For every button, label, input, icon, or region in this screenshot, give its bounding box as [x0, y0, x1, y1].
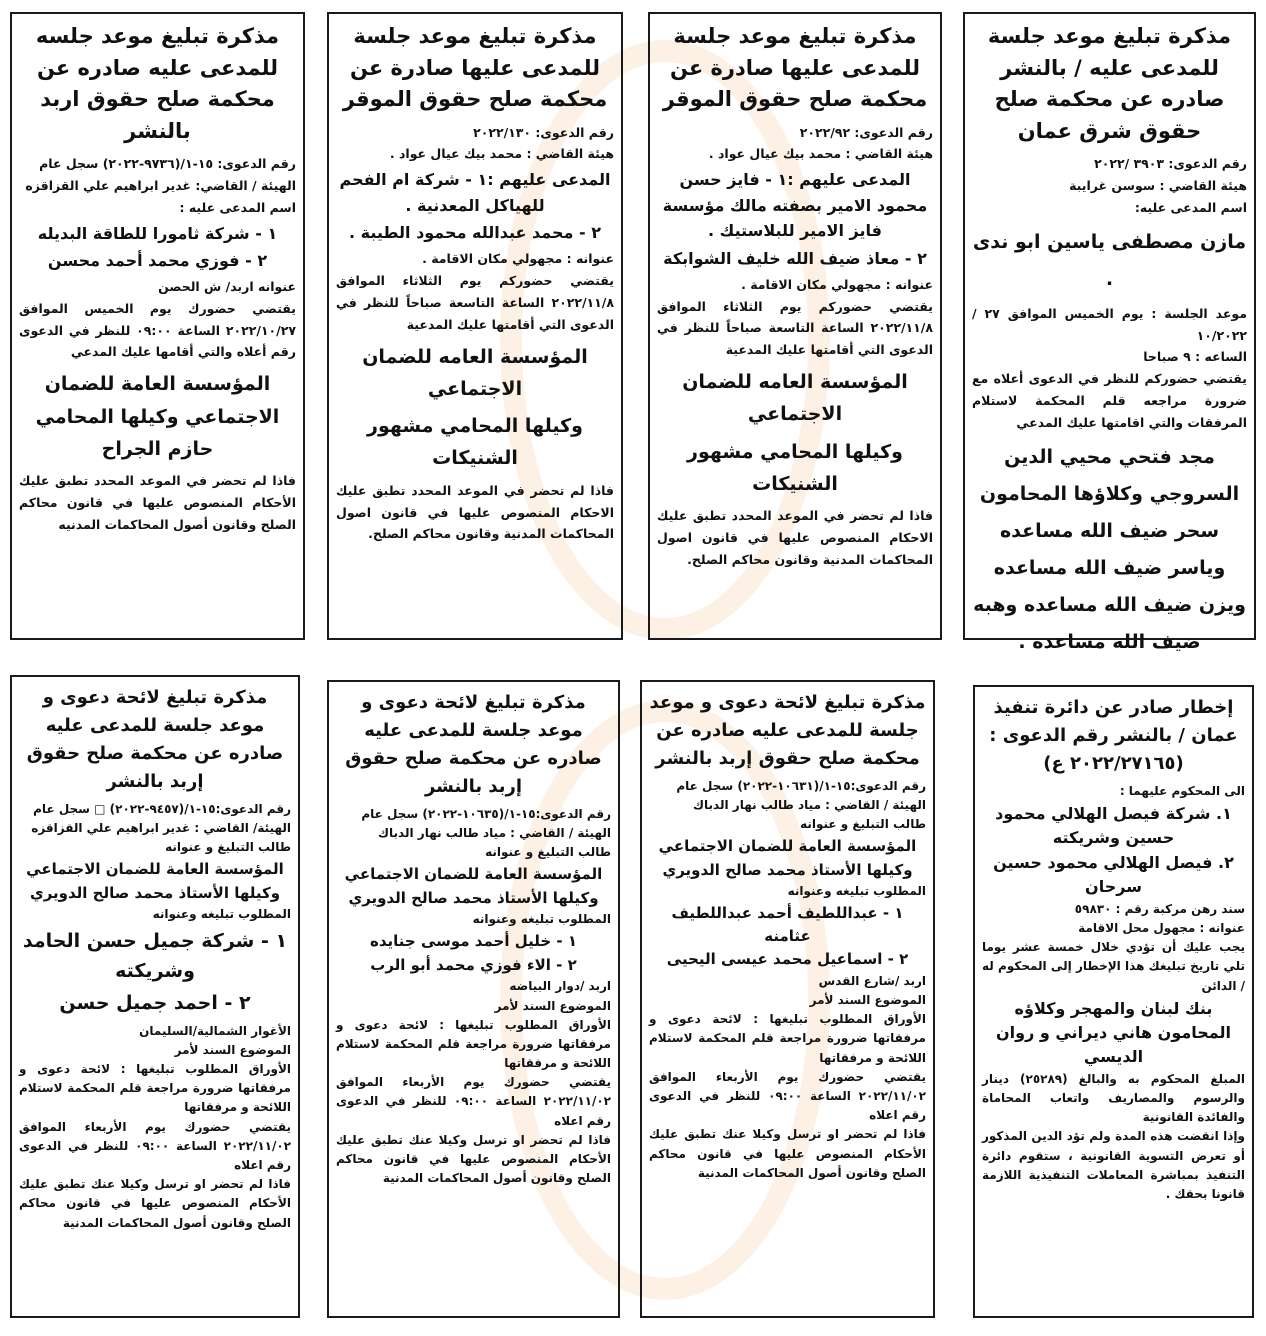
- creditor-and-lawyers: بنك لبنان والمهجر وكلاؤه المحامون هاني ديراني و روان الديسي: [995, 998, 1232, 1066]
- defendant-1: ١ - عبداللطيف أحمد عبداللطيف عثامنه: [671, 904, 904, 945]
- notice-body: يجب عليك أن تؤدي خلال خمسة عشر يوما تلي تاريخ تبليغك هذا الإخطار إلى المحكوم له / الدائن: [982, 940, 1245, 993]
- defendant-2: ٢ - محمد عبدالله محمود الطيبة .: [349, 223, 601, 243]
- plaintiff: المؤسسة العامه للضمان الاجتماعي: [362, 345, 588, 400]
- case-number: رقم الدعوى:١٥-١/(٩٤٥٧-٢٠٢٢) □ سجل عام: [33, 801, 291, 816]
- notice-closing: فاذا لم تحضر او ترسل وكيلا عنك تطبق عليك الأحكام المنصوص عليها في قانون محاكم الصلح وقانون أصول المحاكمات المدنية: [649, 1127, 926, 1180]
- notice-claim-irbid-9457: [10, 675, 300, 1318]
- notice-court-session-irbid-9736: [10, 12, 305, 640]
- defendant-2: ٢ - احمد جميل حسن: [59, 992, 251, 1015]
- case-number: رقم الدعوى: ٣٩٠٣ /٢٠٢٢: [1094, 156, 1247, 171]
- case-number: رقم الدعوى: ٢٠٢٢/٩٢: [799, 124, 933, 140]
- defendants-label: المطلوب تبليغه وعنوانه: [787, 884, 926, 899]
- debtor-2: ٢. فيصل الهلالي محمود حسين سرحان: [993, 852, 1234, 896]
- defendant-label: اسم المدعى عليه :: [179, 199, 296, 215]
- notice-title: مذكرة تبليغ لائحة دعوى و موعد جلسة للمدعى عليه صادره عن محكمة صلح حقوق إربد بالنشر: [345, 692, 602, 797]
- notice-title: إخطار صادر عن دائرة تنفيذ عمان / بالنشر رقم الدعوى : (٢٠٢٢/٢٧١٦٥ ع): [989, 697, 1238, 774]
- session-date: موعد الجلسة : يوم الخميس الموافق ٢٧ /١٠/٢٠٢٢: [972, 305, 1247, 343]
- judge: الهيئة / القاضي : مياد طالب نهار الدباك: [378, 825, 611, 840]
- defendant-1: المدعى عليهم :١ - فايز حسن محمود الامير بصفته مالك مؤسسة فايز الامير للبلاستيك .: [662, 170, 928, 241]
- notice-closing: فاذا لم تحضر او ترسل وكيلا عنك تطبق عليك الأحكام المنصوص عليها في قانون محاكم الصلح وقانون أصول المحاكمات المدنية: [336, 1132, 611, 1186]
- judgment-amount: المبلغ المحكوم به والبالغ (٢٥٢٨٩) دينار والرسوم والمصاريف واتعاب المحاماة والفائدة القانونية: [982, 1071, 1245, 1125]
- notice-title: مذكرة تبليغ موعد جلسة للمدعى عليه / بالنشر صادره عن محكمة صلح حقوق شرق عمان: [987, 24, 1232, 143]
- documents: الأوراق المطلوب تبليغها : لائحة دعوى و مرفقاتها ضرورة مراجعة قلم المحكمة لاستلام اللائحة و مرفقاتها: [19, 1062, 291, 1115]
- address: عنوانه اربد/ ش الحصن: [158, 278, 296, 294]
- judge: هيئة القاضي : محمد بيك عيال عواد .: [389, 146, 614, 162]
- notice-title: مذكرة تبليغ لائحة دعوى و موعد جلسة للمدعى عليه صادره عن محكمة صلح حقوق إربد بالنشر: [26, 687, 284, 792]
- defendant-1: ١ - شركة ثامورا للطاقة البديله: [37, 223, 278, 243]
- defendant-1: المدعى عليهم :١ - شركة ام الفحم للهياكل المعدنية .: [339, 170, 611, 215]
- address: اربد /شارع القدس: [818, 973, 926, 988]
- notice-court-session-muwaqqar-92: [648, 12, 942, 640]
- judge: هيئة القاضي : محمد بيك عيال عواد .: [708, 146, 933, 162]
- plaintiff: المؤسسة العامة للضمان الاجتماعي: [26, 860, 284, 879]
- requester-label: طالب التبليغ و عنوانه: [485, 844, 611, 859]
- defendant-2: ٢ - فوزي محمد أحمد محسن: [47, 251, 268, 271]
- judge: الهيئة / القاضي : مياد طالب نهار الدباك: [693, 797, 926, 812]
- documents: الأوراق المطلوب تبليغها : لائحة دعوى و مرفقاتها ضرورة مراجعة قلم المحكمة لاستلام اللائحة و مرفقاتها: [336, 1017, 611, 1071]
- address: اربد /دوار البياضه: [509, 979, 611, 994]
- notice-body: يقتضي حضورك يوم الخميس الموافق ٢٠٢٢/١٠/٢٧ الساعة ٠٩:٠٠ للنظر في الدعوى رقم أعلاه والتي أقامها عليك المدعي: [19, 300, 296, 360]
- notice-title: مذكرة تبليغ لائحة دعوى و موعد جلسة للمدعى عليه صادره عن محكمة صلح حقوق إربد بالنشر: [649, 692, 926, 769]
- defendants-label: المطلوب تبليغه وعنوانه: [472, 912, 611, 927]
- plaintiff-lawyer: وكيلها المحامي مشهور الشنيكات: [367, 415, 583, 470]
- notice-closing: وإذا انقضت هذه المدة ولم تؤد الدين المذكور أو تعرض التسوية القانونية ، ستقوم دائرة التنفيذ بمباشرة المعاملات التنفيذية اللازمة قانونا بحقك .: [982, 1129, 1245, 1201]
- notice-closing: فاذا لم تحضر او ترسل وكيلا عنك تطبق عليك الأحكام المنصوص عليها في قانون محاكم الصلح وقانون أصول المحاكمات المدنية: [19, 1177, 291, 1230]
- subject: الموضوع السند لأمر: [174, 1042, 291, 1057]
- plaintiff: المؤسسة العامة للضمان الاجتماعي: [658, 837, 917, 856]
- notice-body: يقتضي حضورك يوم الأربعاء الموافق ٢٠٢٢/١١/٠٢ الساعة ٠٩:٠٠ للنظر في الدعوى رقم اعلاه: [649, 1069, 926, 1123]
- subject: الموضوع السند لأمر: [809, 993, 926, 1008]
- notice-body: يقتضي حضوركم يوم الثلاثاء الموافق ٢٠٢٢/١١/٨ الساعة التاسعة صباحاً للنظر في الدعوى التي أقامتها عليك المدعية: [657, 298, 933, 358]
- defendant-2: ٢ - اسماعيل محمد عيسى اليحيى: [666, 950, 909, 969]
- plaintiff-lawyer: وكيلها الأستاذ محمد صالح الدويري: [29, 883, 281, 902]
- notice-claim-irbid-10631: [640, 680, 935, 1318]
- case-number: رقم الدعوى:١٥-١/(١٠٦٣٥-٢٠٢٢) سجل عام: [361, 806, 611, 821]
- session-time: الساعه : ٩ صباحا: [1143, 349, 1247, 365]
- defendants-label: المطلوب تبليغه وعنوانه: [152, 907, 291, 922]
- plaintiff: المؤسسة العامة للضمان الاجتماعي: [344, 865, 603, 884]
- judge: هيئة القاضي : سوسن غرايبة: [1069, 177, 1247, 193]
- judge: الهيئة / القاضي: غدير ابراهيم علي القزاقزه: [25, 177, 296, 193]
- debtors-label: الى المحكوم عليهما :: [1119, 783, 1245, 798]
- plaintiff-and-lawyer: المؤسسة العامة للضمان الاجتماعي وكيلها المحامي حازم الجراح: [35, 373, 280, 460]
- bond-number: سند رهن مركبة رقم : ٥٩٨٣٠: [1074, 901, 1245, 916]
- notice-title: مذكرة تبليغ موعد جلسة للمدعى عليها صادرة عن محكمة صلح حقوق الموقر: [662, 24, 928, 111]
- notice-body: يقتضي حضوركم للنظر في الدعوى أعلاه مع ضرورة مراجعه قلم المحكمة لاستلام المرفقات والتي اقامتها عليك المدعي: [972, 371, 1247, 431]
- defendant-label: اسم المدعى عليه:: [1134, 199, 1247, 215]
- requester-label: طالب التبليغ و عنوانه: [800, 817, 926, 832]
- judge: الهيئة/ القاضي : غدير ابراهيم علي القزاقزه: [31, 820, 291, 835]
- notice-body: يقتضي حضورك يوم الأربعاء الموافق ٢٠٢٢/١١/٠٢ الساعة ٠٩:٠٠ للنظر في الدعوى رقم اعلاه: [19, 1119, 291, 1172]
- notice-closing: فاذا لم تحضر في الموعد المحدد تطبق عليك الأحكام المنصوص عليها في قانون محاكم الصلح وقانون أصول المحاكمات المدنيه: [19, 473, 296, 532]
- notice-closing: فاذا لم تحضر في الموعد المحدد تطبق عليك الاحكام المنصوص عليها في قانون اصول المحاكمات المدنية وقانون محاكم الصلح.: [336, 482, 614, 542]
- notice-execution-amman: [973, 685, 1254, 1318]
- notice-title: مذكرة تبليغ موعد جلسة للمدعى عليها صادرة عن محكمة صلح حقوق الموقر: [342, 24, 608, 111]
- defendant-1: ١ - خليل أحمد موسى جنايده: [370, 932, 577, 951]
- defendant-name: مازن مصطفى ياسين ابو ندى .: [972, 230, 1247, 290]
- plaintiff: المؤسسة العامه للضمان الاجتماعي: [682, 371, 908, 426]
- notice-court-session-muwaqqar-130: [327, 12, 623, 640]
- case-number: رقم الدعوى:١٥-١/(١٠٦٣١-٢٠٢٢) سجل عام: [676, 778, 926, 793]
- defendant-1: ١ - شركة جميل حسن الحامد وشريكته: [22, 930, 288, 982]
- address: عنوانه : مجهولي مكان الاقامة .: [741, 276, 933, 292]
- notice-title: مذكرة تبليغ موعد جلسه للمدعى عليه صادره عن محكمة صلح حقوق اربد بالنشر: [35, 24, 280, 143]
- address: الأغوار الشمالية/السليمان: [139, 1023, 291, 1038]
- documents: الأوراق المطلوب تبليغها : لائحة دعوى و مرفقاتها ضرورة مراجعة قلم المحكمة لاستلام اللائحة و مرفقاتها: [649, 1012, 926, 1065]
- notice-body: يقتضي حضورك يوم الأربعاء الموافق ٢٠٢٢/١١/٠٢ الساعة ٠٩:٠٠ للنظر في الدعوى رقم اعلاه: [336, 1075, 611, 1128]
- notice-court-session-east-amman: [963, 12, 1256, 654]
- case-number: رقم الدعوى: ٢٠٢٢/١٣٠: [473, 124, 614, 140]
- plaintiff-lawyer: وكيلها الأستاذ محمد صالح الدويري: [662, 860, 913, 879]
- plaintiff-lawyer: وكيلها المحامي مشهور الشنيكات: [687, 440, 903, 496]
- defendant-2: ٢ - معاذ ضيف الله خليف الشوابكة: [663, 249, 927, 269]
- requester-label: طالب التبليغ و عنوانه: [165, 839, 291, 854]
- defendant-2: ٢ - الاء فوزي محمد أبو الرب: [370, 955, 577, 974]
- debtor-1: ١. شركة فيصل الهلالي محمود حسين وشريكته: [995, 803, 1232, 847]
- notice-body: يقتضي حضوركم يوم الثلاثاء الموافق ٢٠٢٢/١١/٨ الساعة التاسعة صباحاً للنظر في الدعوى التي أقامتها عليك المدعية: [336, 272, 614, 332]
- plaintiff-and-lawyers: مجد فتحي محيي الدين السروجي وكلاؤها المحامون سحر ضيف الله مساعده وياسر ضيف الله مساعده ويزن ضيف الله مساعده وهبه ضيف الله مساعده .: [973, 445, 1246, 654]
- address: عنوانه : مجهول محل الاقامة: [1078, 921, 1245, 936]
- subject: الموضوع السند لأمر: [494, 998, 611, 1013]
- notice-closing: فاذا لم تحضر في الموعد المحدد تطبق عليك الاحكام المنصوص عليها في قانون اصول المحاكمات المدنية وقانون محاكم الصلح.: [657, 508, 933, 568]
- notice-claim-irbid-10635: [327, 680, 620, 1318]
- case-number: رقم الدعوى: ١٥-١/(٩٧٣٦-٢٠٢٢) سجل عام: [39, 156, 296, 171]
- plaintiff-lawyer: وكيلها الأستاذ محمد صالح الدويري: [348, 888, 599, 907]
- address: عنوانه : مجهولي مكان الاقامة .: [422, 251, 614, 267]
